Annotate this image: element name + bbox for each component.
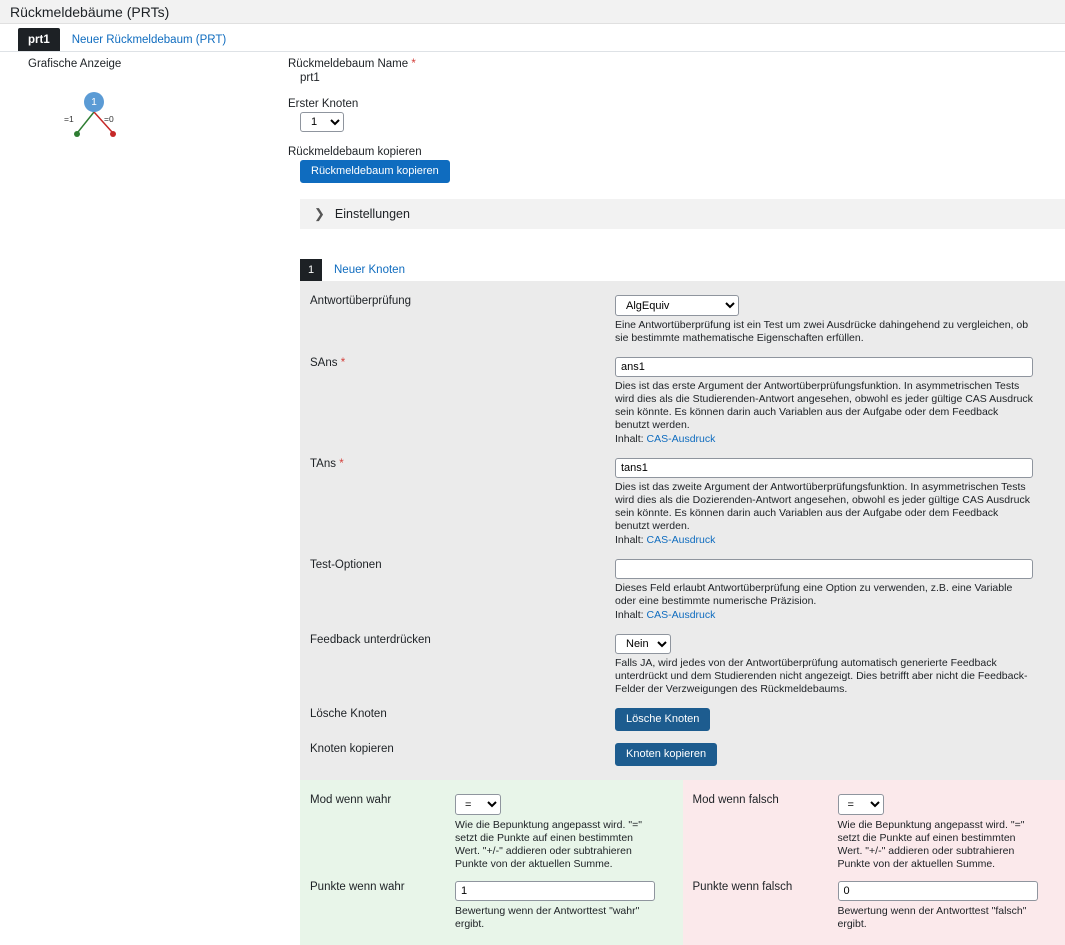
tans-inhalt xyxy=(615,534,1035,547)
test-options-label: Test-Optionen xyxy=(300,559,615,622)
graphic-display-column xyxy=(0,52,288,152)
points-true-control xyxy=(455,881,683,931)
test-options-row xyxy=(300,559,1065,622)
delete-node-row xyxy=(300,708,1065,731)
copy-prt-block xyxy=(288,140,1065,183)
sans-label-text: SAns xyxy=(310,357,338,369)
first-node-select[interactable] xyxy=(300,112,344,132)
test-options-control xyxy=(615,559,1065,622)
settings-label: Einstellungen xyxy=(335,207,410,221)
answer-test-control xyxy=(615,295,1065,345)
sans-help: Dies ist das erste Argument der Antwortüberprüfungsfunktion. In asymmetrischen Tests wird dies als die Studierenden-Antwort angesehen, obwohl es jeder gültige CAS Ausdruck sein könnte. Es können darin auch Variablen aus der Aufgabe oder dem Feedback benutzt werden. xyxy=(615,380,1035,432)
points-true-label: Punkte wenn wahr xyxy=(300,881,455,931)
tab-new-prt[interactable]: Neuer Rückmeldebaum (PRT) xyxy=(62,28,236,51)
prt-name-label xyxy=(288,58,1065,70)
points-true-input[interactable] xyxy=(455,881,655,901)
mod-false-row xyxy=(683,794,1065,871)
delete-node-control xyxy=(615,708,1065,731)
prt-name-label-text: Rückmeldebaum Name xyxy=(288,58,408,70)
prt-form-column xyxy=(288,52,1065,945)
sans-inhalt-link[interactable]: CAS-Ausdruck xyxy=(647,433,716,445)
test-options-help: Dieses Feld erlaubt Antwortüberprüfung eine Option zu verwenden, z.B. eine Variable oder eine bestimmte numerische Präzision. xyxy=(615,582,1035,608)
mod-true-control xyxy=(455,794,683,871)
prt-name-value: prt1 xyxy=(288,72,1065,84)
mod-true-select[interactable] xyxy=(455,794,501,815)
tans-input[interactable] xyxy=(615,458,1033,478)
sans-required-marker: * xyxy=(341,357,345,369)
sans-inhalt xyxy=(615,433,1035,446)
settings-collapsible-header[interactable] xyxy=(300,199,1065,229)
page-title: Rückmeldebäume (PRTs) xyxy=(10,4,169,20)
prt-name-required-marker: * xyxy=(411,58,415,70)
points-true-row xyxy=(300,881,683,931)
copy-node-label: Knoten kopieren xyxy=(300,743,615,766)
node-header xyxy=(300,259,1065,281)
copy-node-row xyxy=(300,743,1065,766)
chevron-right-icon: ❯ xyxy=(314,206,325,222)
suppress-feedback-help: Falls JA, wird jedes von der Antwortüberprüfung automatisch generierte Feedback unterdrückt und dem Studierenden nicht angezeigt. Dies betrifft aber nicht die Feedback-Felder der Verzweigungen des Rückmeldebaums. xyxy=(615,657,1035,696)
test-options-input[interactable] xyxy=(615,559,1033,579)
sans-control xyxy=(615,357,1065,446)
copy-node-button[interactable]: Knoten kopieren xyxy=(615,743,717,766)
points-false-help: Bewertung wenn der Antworttest "falsch" ergibt. xyxy=(838,905,1038,931)
first-node-label: Erster Knoten xyxy=(288,98,1065,110)
suppress-feedback-select[interactable] xyxy=(615,634,671,654)
node-title[interactable]: Neuer Knoten xyxy=(334,264,405,276)
points-false-label: Punkte wenn falsch xyxy=(683,881,838,931)
test-options-inhalt xyxy=(615,609,1035,622)
mod-false-select[interactable] xyxy=(838,794,884,815)
prt-tree-graphic xyxy=(56,92,146,152)
mod-true-help: Wie die Bepunktung angepasst wird. "=" setzt die Punkte auf einen bestimmten Wert. "+/-" addieren oder subtrahieren Punkte von der aktuellen Summe. xyxy=(455,819,655,871)
tans-label xyxy=(300,458,615,547)
first-node-control xyxy=(288,112,1065,132)
tans-inhalt-link[interactable]: CAS-Ausdruck xyxy=(647,534,716,546)
answer-test-row xyxy=(300,295,1065,345)
tans-required-marker: * xyxy=(339,458,343,470)
delete-node-button[interactable]: Lösche Knoten xyxy=(615,708,710,731)
tab-prt1[interactable]: prt1 xyxy=(18,28,60,51)
mod-false-control xyxy=(838,794,1065,871)
points-false-row xyxy=(683,881,1065,931)
true-branch-column xyxy=(300,780,683,945)
node-number-badge: 1 xyxy=(300,259,322,281)
answer-test-label: Antwortüberprüfung xyxy=(300,295,615,345)
prt-tabbar xyxy=(0,24,1065,52)
sans-input[interactable] xyxy=(615,357,1033,377)
sans-label xyxy=(300,357,615,446)
points-false-control xyxy=(838,881,1065,931)
branch-columns xyxy=(300,780,1065,945)
points-true-help: Bewertung wenn der Antworttest "wahr" ergibt. xyxy=(455,905,655,931)
tans-row xyxy=(300,458,1065,547)
copy-prt-button[interactable]: Rückmeldebaum kopieren xyxy=(300,160,450,183)
tans-help: Dies ist das zweite Argument der Antwortüberprüfungsfunktion. In asymmetrischen Tests wird dies als die Dozierenden-Antwort angesehen, obwohl es jeder gültige CAS Ausdruck sein könnte. Es können darin auch Variablen aus der Aufgabe oder dem Feedback benutzt werden. xyxy=(615,481,1035,533)
answer-test-select[interactable] xyxy=(615,295,739,316)
suppress-feedback-label: Feedback unterdrücken xyxy=(300,634,615,696)
mod-true-label: Mod wenn wahr xyxy=(300,794,455,871)
tans-label-text: TAns xyxy=(310,458,336,470)
test-options-inhalt-link[interactable]: CAS-Ausdruck xyxy=(647,609,716,621)
copy-prt-control xyxy=(288,160,1065,183)
false-branch-column xyxy=(683,780,1065,945)
copy-node-control xyxy=(615,743,1065,766)
suppress-feedback-control xyxy=(615,634,1065,696)
mod-false-label: Mod wenn falsch xyxy=(683,794,838,871)
mod-true-row xyxy=(300,794,683,871)
first-node-block xyxy=(288,92,1065,132)
answer-test-help: Eine Antwortüberprüfung ist ein Test um zwei Ausdrücke dahingehend zu vergleichen, ob sie bestimmte mathematische Eigenschaften erfüllen. xyxy=(615,319,1035,345)
test-options-inhalt-label: Inhalt: xyxy=(615,609,644,621)
tree-node-1[interactable]: 1 xyxy=(84,92,104,112)
tree-false-branch-label: =0 xyxy=(104,114,114,124)
copy-prt-label: Rückmeldebaum kopieren xyxy=(288,146,1065,158)
tans-inhalt-label: Inhalt: xyxy=(615,534,644,546)
delete-node-label: Lösche Knoten xyxy=(300,708,615,731)
points-false-input[interactable] xyxy=(838,881,1038,901)
graphic-display-label: Grafische Anzeige xyxy=(28,58,288,70)
node-settings-panel xyxy=(300,281,1065,780)
mod-false-help: Wie die Bepunktung angepasst wird. "=" setzt die Punkte auf einen bestimmten Wert. "+/-" addieren oder subtrahieren Punkte von der aktuellen Summe. xyxy=(838,819,1038,871)
suppress-feedback-row xyxy=(300,634,1065,696)
sans-row xyxy=(300,357,1065,446)
sans-inhalt-label: Inhalt: xyxy=(615,433,644,445)
tree-true-branch-label: =1 xyxy=(64,114,74,124)
tans-control xyxy=(615,458,1065,547)
prt-name-block xyxy=(288,52,1065,84)
page-header xyxy=(0,0,1065,24)
